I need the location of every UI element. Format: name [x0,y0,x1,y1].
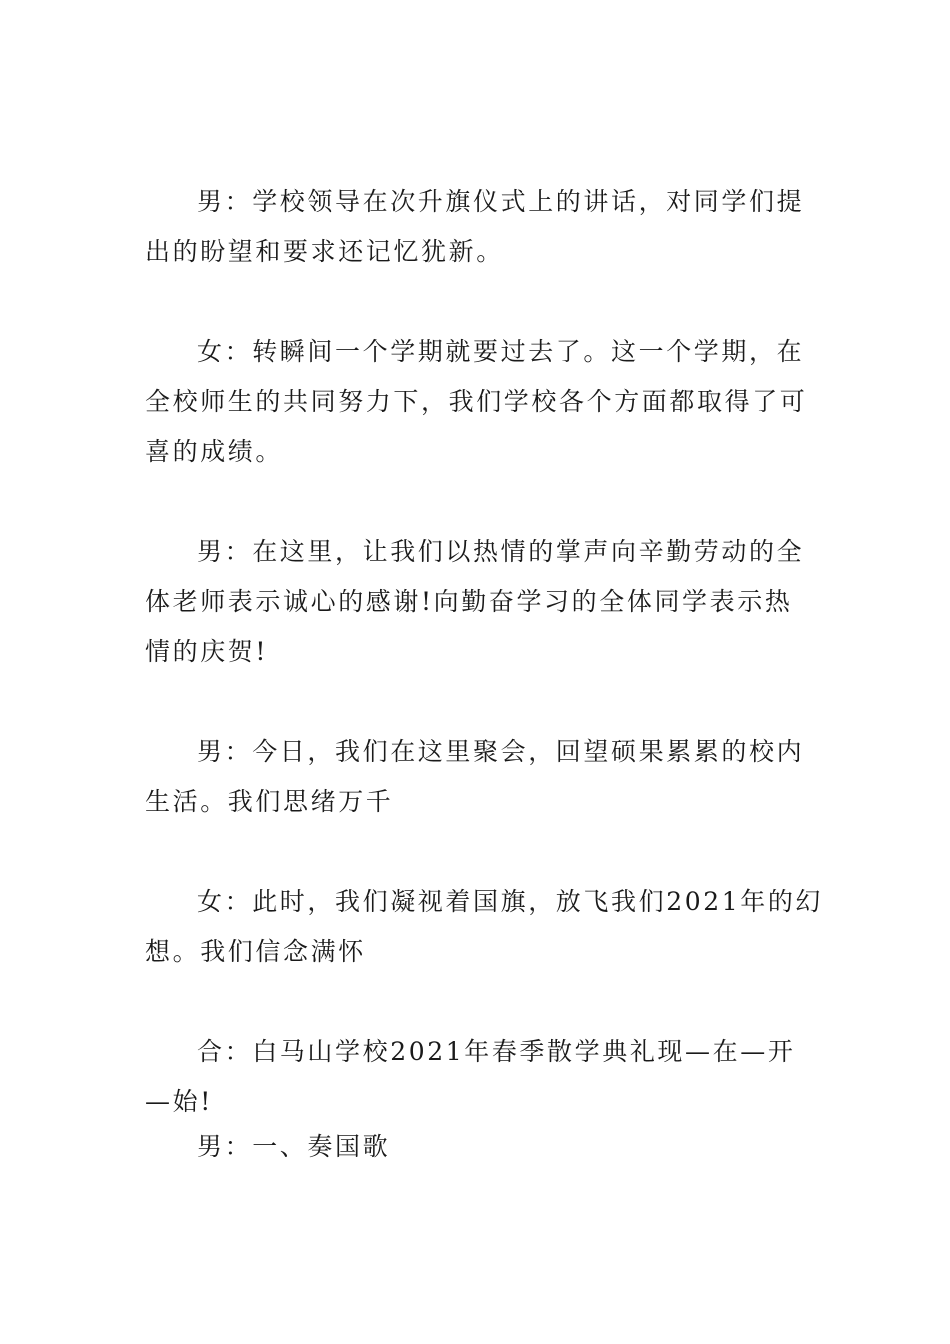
paragraph-male-4: 男：一、奏国歌 [197,1132,391,1161]
paragraph-together: 合：白马山学校2021年春季散学典礼现—在—开—始! [145,1037,796,1116]
paragraph-female-1: 女：转瞬间一个学期就要过去了。这一个学期，在全校师生的共同努力下，我们学校各个方面都取得了可喜的成绩。 [145,337,808,466]
paragraph-male-2: 男：在这里，让我们以热情的掌声向辛勤劳动的全体老师表示诚心的感谢!向勤奋学习的全体同学表示热情的庆贺! [145,537,805,666]
paragraph-male-1: 男：学校领导在次升旗仪式上的讲话，对同学们提出的盼望和要求还记忆犹新。 [145,187,805,266]
paragraph-male-3: 男：今日，我们在这里聚会，回望硕果累累的校内生活。我们思绪万千 [145,737,805,816]
paragraph-female-2: 女：此时，我们凝视着国旗，放飞我们2021年的幻想。我们信念满怀 [145,887,824,966]
